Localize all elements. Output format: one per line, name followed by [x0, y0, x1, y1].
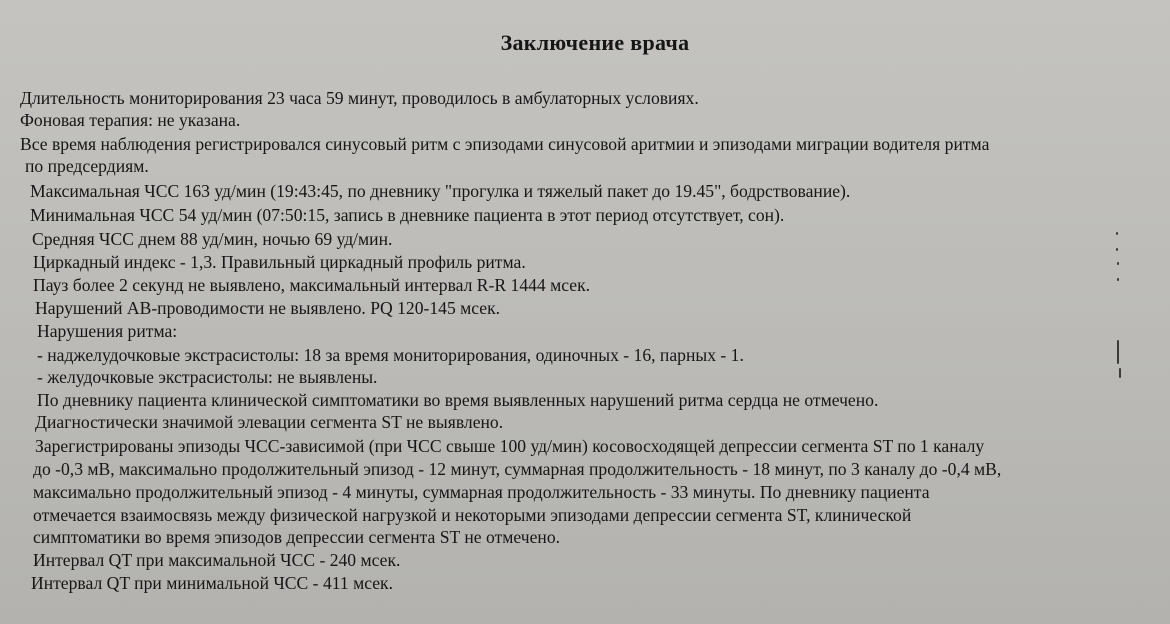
- text-line-supraventricular-extrasystoles: - наджелудочковые экстрасистолы: 18 за время мониторирования, одиночных - 16, парных - 1.: [37, 345, 744, 365]
- text-line-st-depression-1: Зарегистрированы эпизоды ЧСС-зависимой (при ЧСС свыше 100 уд/мин) косовосходящей депрессии сегмента ST по 1 каналу: [35, 436, 985, 456]
- margin-mark: [1117, 278, 1119, 281]
- text-line-rhythm-disturbances: Нарушения ритма:: [37, 321, 178, 341]
- margin-mark: [1116, 232, 1118, 235]
- text-line-st-depression-2: до -0,3 мВ, максимально продолжительный эпизод - 12 минут, суммарная продолжительность - 18 минут, по 3 каналу до -0,4 мВ,: [33, 459, 1002, 479]
- text-line-st-depression-5: симптоматики во время эпизодов депрессии сегмента ST не отмечено.: [33, 527, 561, 547]
- margin-mark: [1117, 340, 1119, 364]
- text-line-ventricular-extrasystoles: - желудочковые экстрасистолы: не выявлены.: [37, 367, 378, 387]
- text-line-rhythm-description: Все время наблюдения регистрировался синусовый ритм с эпизодами синусовой аритмии и эпизодами миграции водителя ритма: [20, 134, 990, 154]
- text-line-rhythm-description-cont: по предсердиям.: [25, 156, 149, 176]
- margin-mark: [1119, 368, 1121, 378]
- text-line-st-elevation: Диагностически значимой элевации сегмента ST не выявлено.: [35, 412, 504, 432]
- text-line-pauses: Пауз более 2 секунд не выявлено, максимальный интервал R-R 1444 мсек.: [33, 275, 591, 295]
- margin-mark: [1116, 248, 1118, 251]
- text-line-qt-max: Интервал QT при максимальной ЧСС - 240 мсек.: [33, 550, 401, 570]
- text-line-st-depression-3: максимально продолжительный эпизод - 4 минуты, суммарная продолжительность - 33 минуты. По дневнику пациента: [33, 482, 930, 502]
- text-line-background-therapy: Фоновая терапия: не указана.: [20, 110, 241, 130]
- text-line-monitoring-duration: Длительность мониторирования 23 часа 59 минут, проводилось в амбулаторных условиях.: [20, 88, 699, 108]
- margin-mark: [1117, 262, 1119, 265]
- text-line-clinical-symptoms: По дневнику пациента клинической симптоматики во время выявленных нарушений ритма сердца не отмечено.: [37, 390, 879, 410]
- text-line-av-conduction: Нарушений АВ-проводимости не выявлено. PQ 120-145 мсек.: [35, 298, 501, 318]
- text-line-max-heart-rate: Максимальная ЧСС 163 уд/мин (19:43:45, по дневнику "прогулка и тяжелый пакет до 19.45", бодрствование).: [30, 181, 851, 201]
- text-line-min-heart-rate: Минимальная ЧСС 54 уд/мин (07:50:15, запись в дневнике пациента в этот период отсутствует, сон).: [30, 205, 785, 225]
- text-line-average-heart-rate: Средняя ЧСС днем 88 уд/мин, ночью 69 уд/мин.: [32, 229, 393, 249]
- document-title: Заключение врача: [500, 30, 690, 55]
- text-line-qt-min: Интервал QT при минимальной ЧСС - 411 мсек.: [31, 573, 393, 593]
- text-line-st-depression-4: отмечается взаимосвязь между физической нагрузкой и некоторыми эпизодами депрессии сегмента ST, клинической: [33, 505, 912, 525]
- text-line-circadian-index: Циркадный индекс - 1,3. Правильный циркадный профиль ритма.: [33, 252, 526, 272]
